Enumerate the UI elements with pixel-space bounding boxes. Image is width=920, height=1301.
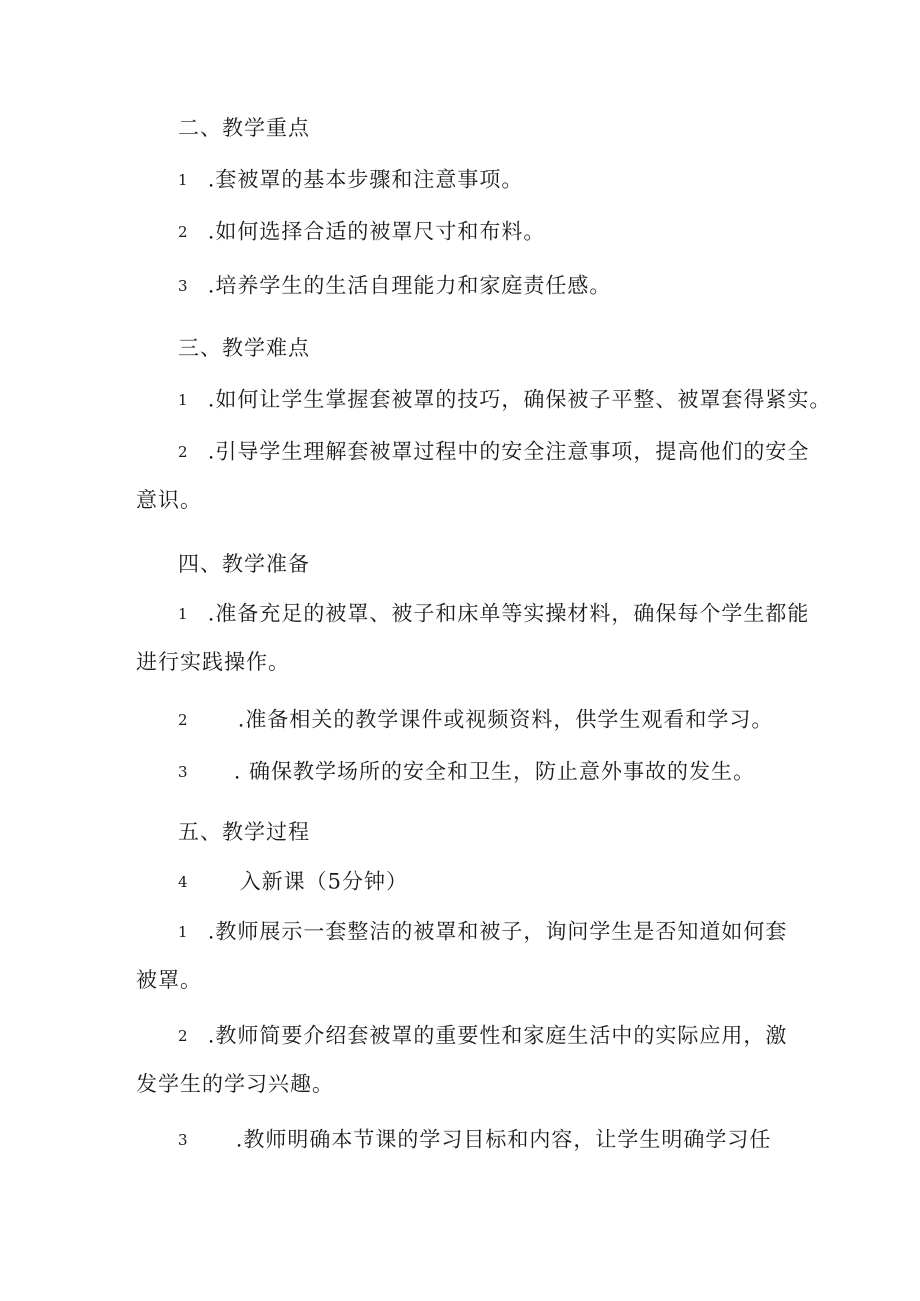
item-text: .教师明确本节课的学习目标和内容，让学生明确学习任: [235, 1127, 772, 1152]
list-item: [178, 1020, 787, 1050]
item-number: 3: [178, 1130, 189, 1149]
list-item: [178, 270, 611, 300]
section-heading: 四、教学准备: [178, 552, 310, 576]
item-text: .如何选择合适的被罩尺寸和布料。: [207, 219, 546, 244]
item-number: 2: [178, 710, 189, 729]
section-heading: 三、教学难点: [178, 336, 310, 360]
item-continuation: 进行实践操作。: [136, 650, 290, 674]
list-item: [178, 436, 809, 466]
item-text: .培养学生的生活自理能力和家庭责任感。: [207, 273, 612, 298]
sub-heading: [178, 866, 408, 896]
section-heading: 五、教学过程: [178, 820, 310, 844]
list-item: [178, 384, 831, 414]
item-text: .准备充足的被罩、被子和床单等实操材料，确保每个学生都能: [207, 601, 810, 626]
item-continuation: 发学生的学习兴趣。: [136, 1072, 334, 1096]
item-text: .引导学生理解套被罩过程中的安全注意事项，提高他们的安全: [207, 439, 810, 464]
item-number: 4: [178, 872, 189, 891]
item-number: 1: [178, 390, 189, 409]
item-number: 3: [178, 762, 189, 781]
item-number: 2: [178, 222, 189, 241]
list-item: [178, 216, 545, 246]
list-item: [178, 1124, 771, 1154]
item-number: 2: [178, 442, 189, 461]
item-number: 1: [178, 170, 189, 189]
item-number: 1: [178, 604, 189, 623]
item-number: 1: [178, 922, 189, 941]
list-item: [178, 756, 755, 786]
item-text: .教师展示一套整洁的被罩和被子，询问学生是否知道如何套: [207, 919, 788, 944]
item-text: .准备相关的教学课件或视频资料，供学生观看和学习。: [237, 707, 774, 732]
item-number: 3: [178, 276, 189, 295]
list-item: [178, 916, 787, 946]
list-item: [178, 598, 809, 628]
item-text: .教师简要介绍套被罩的重要性和家庭生活中的实际应用，激: [207, 1023, 788, 1048]
item-text: 入新课（5分钟）: [239, 869, 409, 894]
list-item: [178, 164, 523, 194]
item-number: 2: [178, 1026, 189, 1045]
item-text: .如何让学生掌握套被罩的技巧，确保被子平整、被罩套得紧实。: [207, 387, 832, 412]
list-item: [178, 704, 773, 734]
item-text: .套被罩的基本步骤和注意事项。: [207, 167, 524, 192]
item-continuation: 意识。: [136, 488, 202, 512]
item-text: . 确保教学场所的安全和卫生，防止意外事故的发生。: [233, 759, 756, 784]
item-continuation: 被罩。: [136, 968, 202, 992]
section-heading: 二、教学重点: [178, 116, 310, 140]
